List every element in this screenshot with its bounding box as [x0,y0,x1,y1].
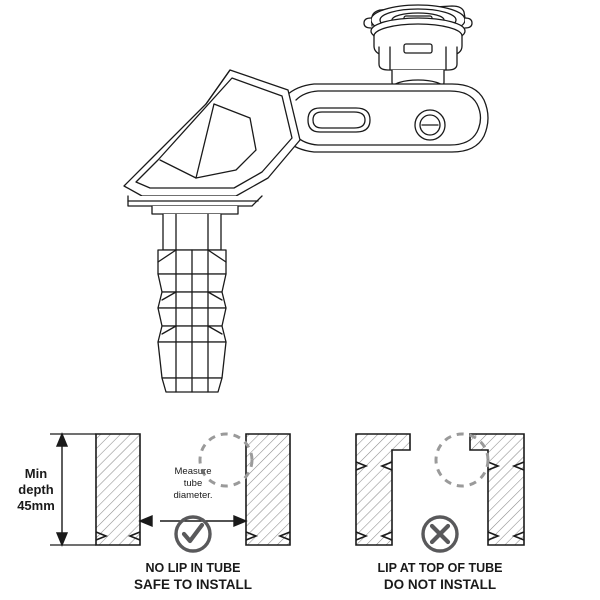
panel-lip-at-top-of-tube [356,434,524,592]
min-depth-line2: depth [18,482,54,497]
min-depth-line3: 45mm [17,498,55,513]
left-caption-line2: SAFE TO INSTALL [134,577,252,592]
right-caption-line1: LIP AT TOP OF TUBE [377,561,503,575]
expander-plug-part [158,214,226,392]
min-depth-line1: Min [24,466,48,481]
measure-note-line3: diameter. [173,490,213,501]
stem-mount-illustration [124,5,488,392]
measure-note-line1: Measure [174,466,212,477]
check-circle-icon [176,517,210,551]
angled-bracket-part [124,70,300,214]
left-caption-line1: NO LIP IN TUBE [145,561,241,575]
panel-no-lip-in-tube [17,434,290,592]
right-caption-line2: DO NOT INSTALL [383,577,497,592]
cross-circle-icon [423,517,457,551]
measure-note-line2: tube [183,478,203,489]
